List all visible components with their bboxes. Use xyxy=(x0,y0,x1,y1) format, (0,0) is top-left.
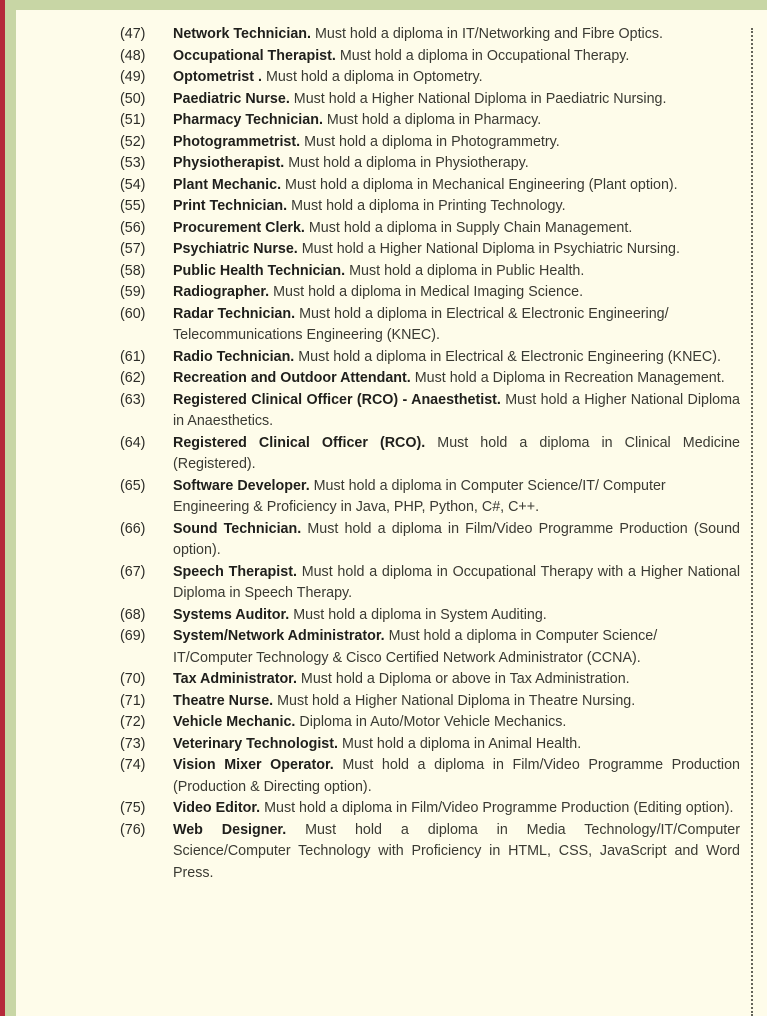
list-item-description: Must hold a diploma in Photogrammetry. xyxy=(300,133,560,150)
list-item-description: Must hold a diploma in Physiotherapy. xyxy=(284,155,529,171)
list-item-number: (68) xyxy=(120,606,146,623)
list-item-title: Software Developer. xyxy=(173,477,310,494)
list-item xyxy=(120,218,740,240)
list-item-title: Speech Therapist. xyxy=(173,563,297,580)
list-item-number: (70) xyxy=(120,671,146,687)
list-item-body xyxy=(173,175,740,197)
list-item-title: Procurement Clerk. xyxy=(173,219,305,236)
list-item-description: Must hold a diploma in Film/Video Programme Production (Editing option). xyxy=(260,800,734,816)
list-item-description: Must hold a diploma in Occupational Therapy with a Higher National Diploma in Speech Therapy. xyxy=(173,563,740,601)
qualification-list xyxy=(120,24,740,884)
list-item-title: Print Technician. xyxy=(173,198,288,214)
list-item-title: Plant Mechanic. xyxy=(173,176,282,193)
list-item-number: (69) xyxy=(120,628,146,644)
list-item xyxy=(120,89,740,111)
list-item-description: Must hold a diploma in Pharmacy. xyxy=(322,112,542,128)
list-item-body xyxy=(173,304,740,347)
list-item-title: Sound Technician. xyxy=(173,520,302,537)
list-item-number: (66) xyxy=(120,520,146,537)
list-item-description: Must hold a diploma in Optometry. xyxy=(261,69,483,85)
list-item-body xyxy=(173,476,740,519)
list-item-body xyxy=(173,669,740,691)
list-item xyxy=(120,67,740,89)
list-item-title: Psychiatric Nurse. xyxy=(173,241,298,257)
list-item-number: (50) xyxy=(120,90,146,107)
list-item-number: (59) xyxy=(120,284,146,300)
list-item-description: Must hold a Higher National Diploma in Psychiatric Nursing. xyxy=(297,241,680,257)
list-item-body xyxy=(173,734,740,756)
list-item-number: (75) xyxy=(120,800,146,816)
list-item-body xyxy=(173,218,740,240)
list-item-description: Must hold a diploma in Electrical & Electronic Engineering (KNEC). xyxy=(294,348,721,365)
list-item-body xyxy=(173,347,740,369)
list-item-description: Must hold a diploma in Computer Science/ IT/Computer Technology & Cisco Certified Network Administrator (CCNA). xyxy=(173,628,658,666)
list-item-description: Must hold a diploma in Animal Health. xyxy=(338,735,582,752)
list-item-number: (72) xyxy=(120,714,146,730)
page-edge-red-stripe xyxy=(0,0,5,1016)
list-item-body xyxy=(173,24,740,46)
list-item-title: Network Technician. xyxy=(173,26,311,42)
list-item-description: Must hold a diploma in Electrical & Electronic Engineering/ Telecommunications Engineering (KNEC). xyxy=(173,305,669,343)
list-item-title: Occupational Therapist. xyxy=(173,47,336,64)
list-item xyxy=(120,691,740,713)
list-item xyxy=(120,368,740,390)
list-item-body xyxy=(173,519,740,562)
list-item-body xyxy=(173,282,740,304)
list-item-number: (51) xyxy=(120,112,146,128)
list-item-title: System/Network Administrator. xyxy=(173,628,385,644)
list-item-body xyxy=(173,153,740,175)
list-item-number: (64) xyxy=(120,434,146,451)
list-item-number: (56) xyxy=(120,219,146,236)
list-item xyxy=(120,798,740,820)
list-item xyxy=(120,476,740,519)
list-item-number: (74) xyxy=(120,757,146,773)
list-item-description: Must hold a diploma in Printing Technology. xyxy=(287,198,566,214)
list-item-number: (65) xyxy=(120,477,146,494)
list-item-body xyxy=(173,755,740,798)
list-item-title: Tax Administrator. xyxy=(173,671,297,687)
list-item-description: Must hold a diploma in Clinical Medicine (Registered). xyxy=(173,434,740,472)
list-item-number: (73) xyxy=(120,735,146,752)
list-item-number: (55) xyxy=(120,198,146,214)
list-item-title: Radar Technician. xyxy=(173,305,296,322)
list-item xyxy=(120,24,740,46)
list-item-body xyxy=(173,67,740,89)
list-item-number: (52) xyxy=(120,133,146,150)
list-item-description: Must hold a Diploma in Recreation Management. xyxy=(410,370,725,386)
list-item-body xyxy=(173,46,740,68)
list-item-title: Public Health Technician. xyxy=(173,262,346,279)
list-item xyxy=(120,153,740,175)
list-item-description: Must hold a diploma in IT/Networking and Fibre Optics. xyxy=(310,26,663,42)
list-item-title: Physiotherapist. xyxy=(173,155,285,171)
list-item-number: (53) xyxy=(120,155,146,171)
list-item-body xyxy=(173,798,740,820)
list-item-body xyxy=(173,261,740,283)
list-item-description: Must hold a diploma in Film/Video Programme Production (Sound option). xyxy=(173,520,740,558)
list-item-description: Must hold a Higher National Diploma in Theatre Nursing. xyxy=(273,692,636,709)
list-item xyxy=(120,605,740,627)
list-item xyxy=(120,519,740,562)
list-item-title: Radiographer. xyxy=(173,284,270,300)
list-item-number: (60) xyxy=(120,305,146,322)
list-item-number: (71) xyxy=(120,692,146,709)
list-item xyxy=(120,669,740,691)
list-item xyxy=(120,304,740,347)
list-item xyxy=(120,261,740,283)
list-item-title: Video Editor. xyxy=(173,800,261,816)
list-item-description: Must hold a diploma in Occupational Therapy. xyxy=(335,47,630,64)
list-item xyxy=(120,755,740,798)
list-item-description: Must hold a diploma in Medical Imaging Science. xyxy=(269,284,584,300)
list-item xyxy=(120,239,740,261)
list-item-body xyxy=(173,368,740,390)
list-item-title: Systems Auditor. xyxy=(173,606,290,623)
list-item-body xyxy=(173,605,740,627)
list-item-body xyxy=(173,562,740,605)
list-item xyxy=(120,712,740,734)
list-item-description: Must hold a diploma in Mechanical Engineering (Plant option). xyxy=(281,176,678,193)
list-item-number: (67) xyxy=(120,563,146,580)
list-item xyxy=(120,196,740,218)
list-item-body xyxy=(173,239,740,261)
list-item-title: Vehicle Mechanic. xyxy=(173,714,296,730)
list-item-title: Photogrammetrist. xyxy=(173,133,301,150)
list-item-title: Recreation and Outdoor Attendant. xyxy=(173,370,411,386)
list-item xyxy=(120,132,740,154)
list-item-description: Must hold a diploma in Public Health. xyxy=(345,262,585,279)
list-item-description: Must hold a diploma in Media Technology/IT/Computer Science/Computer Technology with Proficiency in HTML, CSS, JavaScript and Word Press. xyxy=(173,821,740,881)
list-item xyxy=(120,626,740,669)
list-item xyxy=(120,562,740,605)
right-margin-dotted-rule xyxy=(751,28,753,1016)
list-item-number: (54) xyxy=(120,176,146,193)
list-item-number: (76) xyxy=(120,821,146,838)
list-item-body xyxy=(173,712,740,734)
list-item-number: (58) xyxy=(120,262,146,279)
list-item-title: Registered Clinical Officer (RCO). xyxy=(173,434,426,451)
list-item-title: Paediatric Nurse. xyxy=(173,90,290,107)
list-item-title: Web Designer. xyxy=(173,821,287,838)
list-item-body xyxy=(173,626,740,669)
list-item-number: (61) xyxy=(120,348,146,365)
list-item-number: (57) xyxy=(120,241,146,257)
list-item-body xyxy=(173,820,740,885)
list-item-body xyxy=(173,132,740,154)
list-item-description: Must hold a diploma in Film/Video Programme Production (Production & Directing option). xyxy=(173,757,740,795)
list-item-title: Optometrist . xyxy=(173,69,262,85)
list-item-number: (48) xyxy=(120,47,146,64)
list-item xyxy=(120,110,740,132)
list-item-number: (62) xyxy=(120,370,146,386)
list-item xyxy=(120,734,740,756)
list-item xyxy=(120,46,740,68)
list-item-number: (49) xyxy=(120,69,146,85)
list-item-title: Radio Technician. xyxy=(173,348,295,365)
list-item-body xyxy=(173,89,740,111)
list-item-title: Pharmacy Technician. xyxy=(173,112,323,128)
list-item-number: (47) xyxy=(120,26,146,42)
list-item-title: Vision Mixer Operator. xyxy=(173,757,334,773)
list-item-description: Must hold a diploma in Computer Science/IT/ Computer Engineering & Proficiency in Java, PHP, Python, C#, C++. xyxy=(173,477,666,515)
list-item-description: Must hold a Higher National Diploma in Paediatric Nursing. xyxy=(289,90,667,107)
list-item-body xyxy=(173,433,740,476)
list-item-body xyxy=(173,691,740,713)
list-item xyxy=(120,390,740,433)
list-item-title: Theatre Nurse. xyxy=(173,692,274,709)
list-item-title: Registered Clinical Officer (RCO) - Anaesthetist. xyxy=(173,391,501,408)
list-item-number: (63) xyxy=(120,391,146,408)
list-item-description: Diploma in Auto/Motor Vehicle Mechanics. xyxy=(295,714,567,730)
list-item xyxy=(120,820,740,885)
list-item-description: Must hold a diploma in Supply Chain Management. xyxy=(304,219,633,236)
list-item-description: Must hold a Higher National Diploma in Anaesthetics. xyxy=(173,391,740,429)
list-item xyxy=(120,433,740,476)
list-item-title: Veterinary Technologist. xyxy=(173,735,338,752)
list-item xyxy=(120,175,740,197)
list-item-body xyxy=(173,196,740,218)
list-item-description: Must hold a diploma in System Auditing. xyxy=(289,606,547,623)
list-item-body xyxy=(173,110,740,132)
page-content-sheet xyxy=(16,10,767,1016)
list-item xyxy=(120,282,740,304)
list-item xyxy=(120,347,740,369)
list-item-description: Must hold a Diploma or above in Tax Administration. xyxy=(296,671,630,687)
list-item-body xyxy=(173,390,740,433)
